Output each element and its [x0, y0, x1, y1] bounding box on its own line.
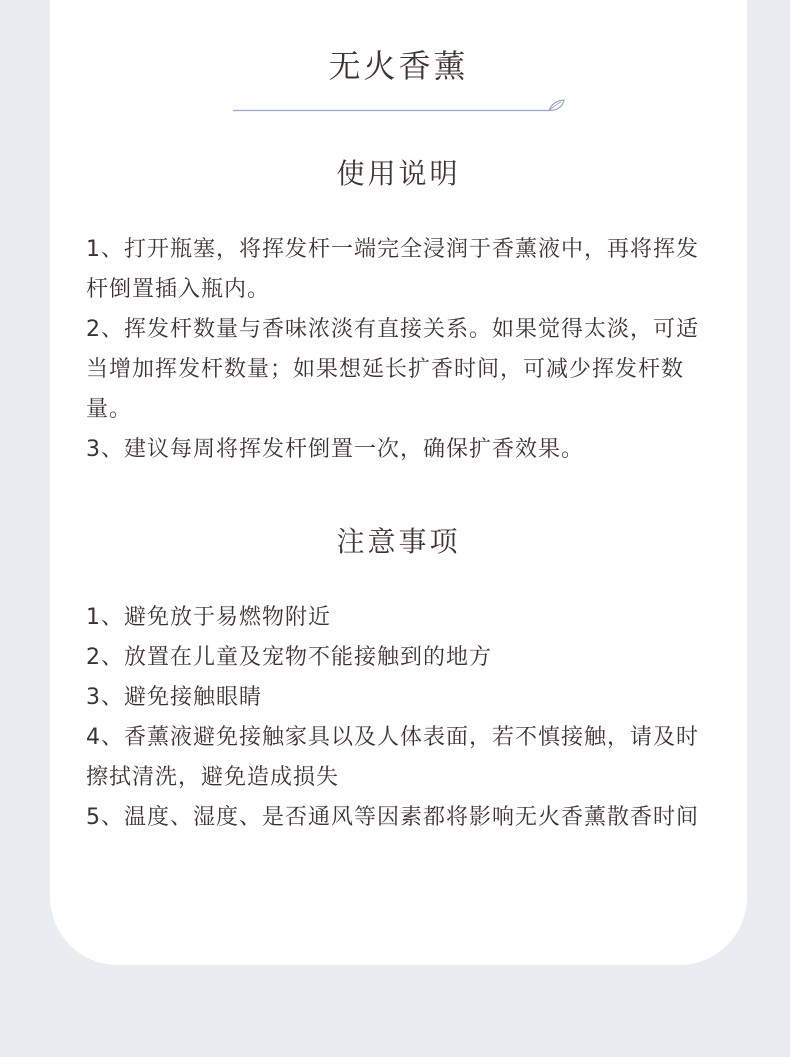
usage-heading: 使用说明 — [336, 157, 461, 190]
usage-item: 2、挥发杆数量与香味浓淡有直接关系。如果觉得太淡，可适当增加挥发杆数量；如果想延长扩香时间，可减少挥发杆数量。 — [86, 317, 699, 422]
notes-list — [86, 598, 718, 838]
notes-item: 2、放置在儿童及宠物不能接触到的地方 — [86, 645, 492, 670]
notes-heading: 注意事项 — [336, 525, 461, 558]
notes-item: 5、温度、湿度、是否通风等因素都将影响无火香薰散香时间 — [86, 805, 699, 830]
notes-item: 3、避免接触眼睛 — [86, 685, 262, 710]
usage-item: 1、打开瓶塞，将挥发杆一端完全浸润于香薰液中，再将挥发杆倒置插入瓶内。 — [86, 237, 699, 302]
notes-item: 4、香薰液避免接触家具以及人体表面，若不慎接触，请及时擦拭清洗，避免造成损失 — [86, 725, 699, 790]
usage-item: 3、建议每周将挥发杆倒置一次，确保扩香效果。 — [86, 437, 584, 462]
page-title: 无火香薰 — [328, 47, 469, 85]
notes-item: 1、避免放于易燃物附近 — [86, 605, 331, 630]
content-card — [50, 0, 747, 965]
leaf-divider-icon — [233, 98, 566, 114]
usage-list — [86, 230, 718, 470]
